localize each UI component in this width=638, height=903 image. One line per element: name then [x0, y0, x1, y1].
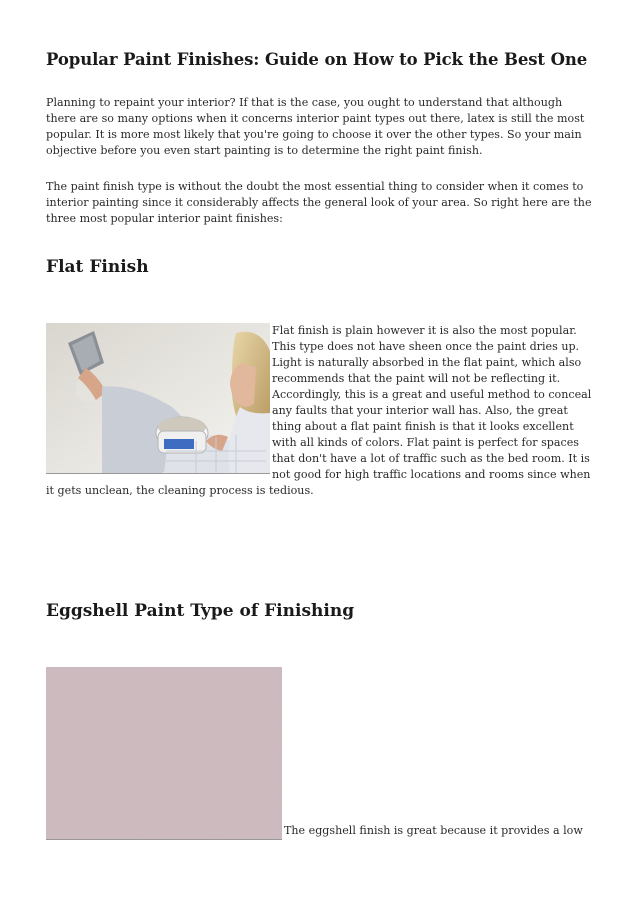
eggshell-finish-text: The eggshell finish is great because it provides a low	[284, 824, 583, 837]
section-heading-eggshell-finish: Eggshell Paint Type of Finishing	[46, 601, 355, 621]
flat-finish-block	[46, 323, 594, 499]
eggshell-finish-block	[46, 667, 594, 840]
intro-paragraph-2: The paint finish type is without the doubt the most essential thing to consider when it comes to interior painting since it considerably affects the general look of your area. So right here are the three most popular interior paint finishes:	[46, 180, 592, 225]
page-title: Popular Paint Finishes: Guide on How to Pick the Best One	[46, 50, 588, 69]
eggshell-texture-image	[46, 667, 282, 840]
intro-paragraph-1: Planning to repaint your interior? If that is the case, you ought to understand that although there are so many options when it concerns interior paint types out there, latex is still the most popular. It is more most likely that you're going to choose it over the other types. So your main objective before you even start painting is to determine the right paint finish.	[46, 96, 585, 157]
flat-finish-text: Flat finish is plain however it is also the most popular. This type does not have sheen once the paint dries up. Light is naturally absorbed in the flat paint, which also recommends that the paint will not be reflecting it. Accordingly, this is a great and useful method to conceal any faults that your interior wall has. Also, the great thing about a flat paint finish is that it looks excellent with all kinds of colors. Flat paint is perfect for spaces that don't have a lot of traffic such as the bed room. It is not good for high traffic locations and rooms since when it gets unclean, the cleaning process is tedious.	[46, 324, 592, 497]
woman-plastering-wall-image	[46, 323, 270, 474]
section-heading-flat-finish: Flat Finish	[46, 257, 149, 277]
